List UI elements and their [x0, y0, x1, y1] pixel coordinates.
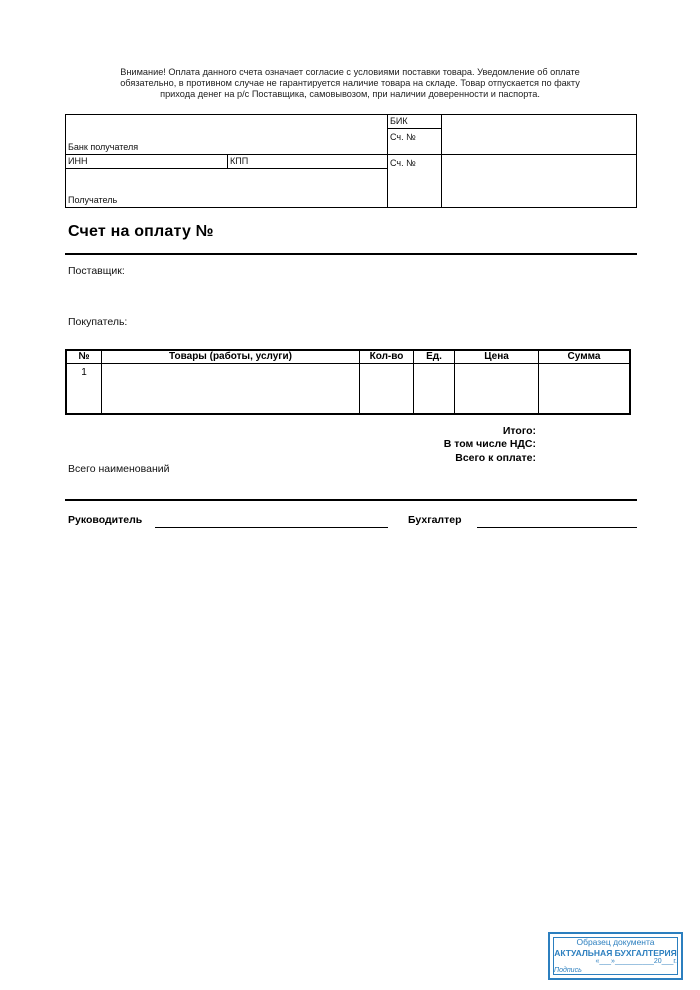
payment-notice: Внимание! Оплата данного счета означает согласие с условиями поставки товара. Уведомление об оплате обязательно, в противном случае не гарантируется наличие товара на складе. Товар отпускается по факту прихода денег на р/с Поставщика, самовывозом, при наличии доверенности и паспорта.: [120, 67, 580, 99]
signature-separator: [65, 499, 637, 501]
bik-label: БИК: [390, 116, 408, 126]
recipient-label: Получатель: [68, 195, 118, 205]
row-number: 1: [81, 367, 87, 378]
sample-stamp: [548, 932, 683, 980]
head-signature-label: Руководитель: [68, 514, 143, 526]
total-label: Итого:: [502, 425, 536, 437]
stamp-signature-label: Подпись: [554, 967, 582, 974]
bank-table-divider: [387, 128, 441, 129]
buyer-label: Покупатель:: [68, 316, 128, 328]
col-header-unit: Ед.: [426, 351, 442, 362]
stamp-date-line: «___»__________20___г.: [595, 958, 677, 965]
col-header-price: Цена: [484, 351, 509, 362]
items-count-label: Всего наименований: [68, 463, 170, 475]
stamp-line-2: АКТУАЛЬНАЯ БУХГАЛТЕРИЯ: [554, 948, 677, 958]
supplier-label: Поставщик:: [68, 265, 125, 277]
recipient-account-label: Сч. №: [390, 158, 416, 168]
kpp-label: КПП: [230, 156, 249, 166]
bank-details-table: [65, 114, 637, 208]
bank-account-label: Сч. №: [390, 132, 416, 142]
bank-table-divider: [227, 154, 228, 168]
bank-table-divider: [441, 114, 442, 208]
title-underline: [65, 253, 637, 255]
stamp-line-1: Образец документа: [576, 937, 655, 947]
goods-header-divider: [65, 363, 631, 364]
inn-label: ИНН: [68, 156, 88, 166]
to-pay-label: Всего к оплате:: [455, 452, 536, 464]
col-header-sum: Сумма: [567, 351, 601, 362]
head-signature-line: [155, 527, 388, 528]
recipient-bank-label: Банк получателя: [68, 142, 139, 152]
bank-table-divider: [65, 154, 637, 155]
col-header-goods: Товары (работы, услуги): [169, 351, 292, 362]
col-header-qty: Кол-во: [369, 351, 404, 362]
invoice-title: Счет на оплату №: [68, 223, 214, 240]
col-header-num: №: [78, 351, 90, 362]
bank-table-divider: [65, 168, 387, 169]
accountant-signature-line: [477, 527, 637, 528]
accountant-signature-label: Бухгалтер: [408, 514, 462, 526]
vat-label: В том числе НДС:: [443, 438, 536, 450]
